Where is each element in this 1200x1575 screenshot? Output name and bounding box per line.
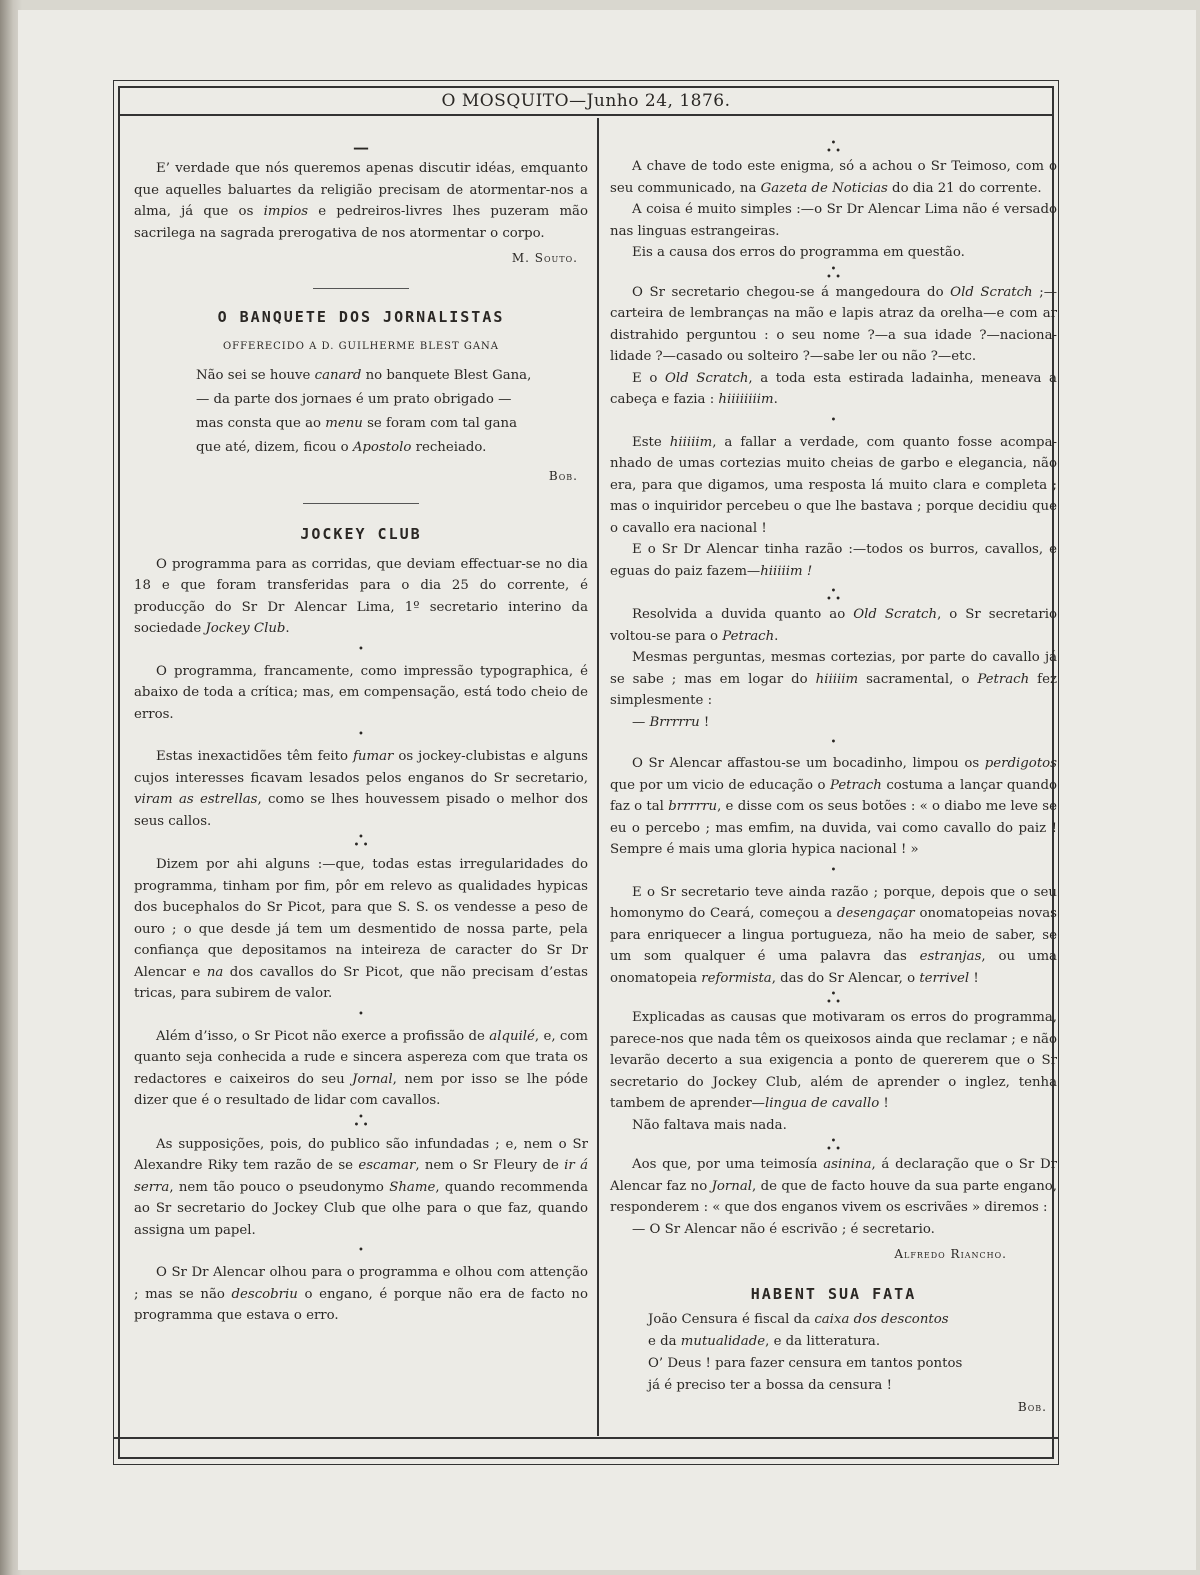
asterism: • <box>830 414 837 426</box>
banquete-subtitle: OFFERECIDO A D. GUILHERME BLEST GANA <box>222 341 500 352</box>
emphasis: Jockey Club <box>205 621 286 636</box>
emphasis: hiiiiim <box>815 671 859 687</box>
asterism: • • • <box>826 263 841 283</box>
verse-line: mas consta que ao menu se foram com tal gana <box>196 415 518 431</box>
paragraph: — Brrrrru ! <box>632 714 710 730</box>
habent-verse <box>610 1309 1057 1397</box>
paragraph: Mesmas perguntas, mesmas cortezias, por parte do cavallo já se sabe ; mas em logar do hiiiiim sacramental, o Petrach fez simplesmente : <box>610 650 1057 708</box>
emphasis: escamar <box>358 1158 416 1173</box>
emphasis: Petrach <box>829 777 882 793</box>
signature-bob: Bob. <box>548 468 578 483</box>
paragraph: O Sr Alencar affastou-se um bocadinho, limpou os perdigotos que por um vicio de educação o Petrach costuma a lançar quando faz o tal brrrrru, e disse com os seus botões : « o diabo me leve se eu o percebo ; mas emfim, na duvida, vai como cavallo do paiz ! Sempre é mais uma gloria hypica nacional ! » <box>610 756 1057 857</box>
right-column <box>610 118 1057 1419</box>
verse-line: que até, dizem, ficou o Apostolo recheiado. <box>196 439 487 455</box>
emphasis: hiiiiim ! <box>760 563 813 579</box>
verse-line: — da parte dos jornaes é um prato obrigado — <box>196 391 512 407</box>
emphasis: mutualidade <box>680 1334 766 1349</box>
banquete-verse <box>134 364 588 460</box>
paragraph: — O Sr Alencar não é escrivão ; é secretario. <box>632 1221 935 1237</box>
separator-rule <box>303 503 419 504</box>
masthead <box>118 88 1054 116</box>
emphasis: Petrach <box>977 671 1030 687</box>
paragraph: O programma, francamente, como impressão typographica, é abaixo de toda a crítica; mas, em compensação, está todo cheio de erros. <box>134 663 588 722</box>
paragraph: Resolvida a duvida quanto ao Old Scratch, o Sr secretario voltou-se para o Petrach. <box>610 607 1057 644</box>
emphasis: menu <box>325 415 363 431</box>
emphasis: estranjas <box>919 949 982 964</box>
emphasis: Jornal <box>352 1071 393 1087</box>
asterism: • <box>830 864 837 876</box>
emphasis: hiiiiiiiim <box>718 392 774 407</box>
habent-title: HABENT SUA FATA <box>750 1284 917 1303</box>
asterism: • • • <box>826 138 841 157</box>
emphasis: Old Scratch <box>664 370 749 386</box>
paragraph: A coisa é muito simples :—o Sr Dr Alencar Lima não é versado nas linguas estrangeiras. <box>610 202 1057 239</box>
asterism: • • • <box>826 989 841 1008</box>
paragraph: Dizem por ahi alguns :—que, todas estas irregularidades do programma, tinham por fim, pôr em relevo as qualidades hypicas dos bucephalos do Sr Picot, para que S. S. os vendesse a peso de ouro ; o que desde já tem um desmentido de nossa parte, pela confiança que depositamos na inteireza de caracter do Sr Dr Alencar e na dos cavallos do Sr Picot, que não precisam d’estas tricas, para subirem de valor. <box>134 857 588 1001</box>
banquete-title: O BANQUETE DOS JORNALISTAS <box>217 307 505 326</box>
asterism: • <box>358 1008 364 1020</box>
asterism: • • • <box>826 586 841 605</box>
emphasis: desengaçar <box>836 906 915 921</box>
asterism: • <box>358 1245 364 1256</box>
emphasis: Jornal <box>711 1178 753 1194</box>
paragraph: Este hiiiiim, a fallar a verdade, com quanto fosse acompanhado de umas cortezias muito cheias de garbo e elegancia, não era, para que digamos, uma resposta lá muito clara e completa ; mas o inquiridor percebeu o que lhe bastava ; porque decidiu que o cavallo era nacional ! <box>610 434 1057 536</box>
column-divider <box>597 118 599 1436</box>
paragraph: Aos que, por uma teimosía asinina, á declaração que o Sr Dr Alencar faz no Jornal, de que de facto houve da sua parte engano, responderem : « que dos enganos vivem os escrivães » diremos : <box>610 1157 1057 1215</box>
emphasis: caixa dos descontos <box>814 1312 949 1327</box>
verse-line: João Censura é fiscal da caixa dos descontos <box>648 1312 949 1327</box>
emphasis: ir á serra <box>134 1158 589 1195</box>
emphasis: lingua de cavallo <box>764 1096 880 1111</box>
emphasis: descobriu <box>231 1286 298 1302</box>
signature-riancho: Alfredo Riancho. <box>894 1247 1007 1261</box>
asterism: • • • <box>353 832 369 851</box>
emphasis: hiiiiim <box>669 434 713 450</box>
paragraph: Além d’isso, o Sr Picot não exerce a profissão de alquilé, e, com quanto seja conhecida a rude e sincera aspereza com que trata os redactores e caixeiros do seu Jornal, nem por isso se lhe póde dizer que é o resultado de lidar com cavallos. <box>134 1028 588 1108</box>
section-dash: — <box>353 138 369 157</box>
asterism: • <box>358 643 364 655</box>
jockey-title: JOCKEY CLUB <box>300 525 422 543</box>
signature-bob: Bob. <box>1017 1400 1047 1414</box>
emphasis: na <box>206 964 224 980</box>
verse-line: e da mutualidade, e da litteratura. <box>648 1334 881 1349</box>
emphasis: brrrrru <box>668 799 718 814</box>
footer-rule <box>113 1437 1059 1439</box>
paragraph: E o Old Scratch, a toda esta estirada ladainha, meneava a cabeça e fazia : hiiiiiiiim. <box>610 370 1057 407</box>
paragraph: Estas inexactidões têm feito fumar os jockey-clubistas e alguns cujos interesses ficavam lesados pelos enganos do Sr secretario, viram as estrellas, como se lhes houvessem pisado o melhor dos seus callos. <box>134 749 588 829</box>
paragraph: E o Sr secretario teve ainda razão ; porque, depois que o seu homonymo do Ceará, começou a desengaçar onomatopeias novas para enriquecer a lingua portugueza, não ha meio de saber, se um som qualquer é uma palavra das estranjas, ou uma onomatopeia reformista, das do Sr Alencar, o terrivel ! <box>610 884 1057 986</box>
asterism: • • • <box>826 1136 841 1155</box>
left-column <box>134 118 588 1327</box>
emphasis: canard <box>314 367 362 383</box>
separator-rule <box>313 288 409 289</box>
emphasis: viram as estrellas <box>134 792 258 807</box>
signature-souto: M. Souto. <box>511 251 578 265</box>
paragraph: O Sr secretario chegou-se á mangedoura do Old Scratch ;— carteira de lembranças na mão e lapis atraz da orelha—e com ar distrahido perguntou : o seu nome ?—a sua idade ?—nacionalidade ?—casado ou solteiro ?—sabe ler ou não ?—etc. <box>610 284 1057 364</box>
emphasis: reformista <box>701 970 772 986</box>
emphasis: Shame <box>389 1179 436 1195</box>
emphasis: Old Scratch <box>853 607 938 622</box>
paragraph: O programma para as corridas, que deviam effectuar-se no dia 18 e que foram transferidas para o dia 25 do corrente, é producção do Sr Dr Alencar Lima, 1º secretario interino da sociedade Jockey Club. <box>134 556 588 636</box>
paragraph: Não faltava mais nada. <box>632 1117 787 1133</box>
paragraph: Explicadas as causas que motivaram os erros do programma, parece-nos que nada têm os queixosos ainda que reclamar ; e não levarão decerto a sua exigencia a ponto de quererem que o Sr secretario do Jockey Club, além de aprender o inglez, tenha tambem de aprender—lingua de cavallo ! <box>610 1010 1057 1111</box>
asterism: • <box>358 729 364 740</box>
intro-paragraph: E’ verdade que nós queremos apenas discutir idéas, emquanto que aquelles baluartes da religião precisam de atormentar-nos a alma, já que os impios e pedreiros-livres lhes puzeram mão sacrilega na sagrada prerogativa de nos atormentar o corpo. <box>134 161 588 241</box>
emphasis: Apostolo <box>352 439 412 455</box>
paragraph: As supposições, pois, do publico são infundadas ; e, nem o Sr Alexandre Riky tem razão de se escamar, nem o Sr Fleury de ir á serra, nem tão pouco o pseudonymo Shame, quando recommenda ao Sr secretario do Jockey Club que olhe para o que faz, quando assigna um papel. <box>134 1136 589 1238</box>
verse-line: O’ Deus ! para fazer censura em tantos pontos <box>648 1356 963 1371</box>
masthead-title: O MOSQUITO—Junho 24, 1876. <box>441 91 731 111</box>
emphasis: Brrrrru <box>649 714 700 730</box>
paragraph: Eis a causa dos erros do programma em questão. <box>632 245 965 260</box>
emphasis: impios <box>263 204 309 219</box>
emphasis: asinina <box>823 1157 872 1172</box>
verse-line: Não sei se houve canard no banquete Blest Gana, <box>196 367 532 383</box>
emphasis: Gazeta de Noticias <box>760 180 888 196</box>
emphasis: Petrach <box>722 628 775 644</box>
emphasis: Old Scratch <box>950 284 1033 300</box>
paragraph: O Sr Dr Alencar olhou para o programma e olhou com attenção ; mas se não descobriu o engano, é porque não era de facto no programma que estava o erro. <box>134 1265 588 1323</box>
emphasis: fumar <box>353 749 394 764</box>
emphasis: perdigotos <box>984 756 1057 771</box>
emphasis: terrivel <box>919 970 970 986</box>
asterism: • <box>830 737 837 748</box>
paragraph: A chave de todo este enigma, só a achou o Sr Teimoso, com o seu communicado, na Gazeta de Noticias do dia 21 do corrente. <box>610 159 1057 196</box>
asterism: • • • <box>353 1111 369 1131</box>
paragraph: E o Sr Dr Alencar tinha razão :—todos os burros, cavallos, e eguas do paiz fazem—hiiiiim ! <box>610 542 1057 579</box>
verse-line: já é preciso ter a bossa da censura ! <box>648 1378 892 1393</box>
emphasis: alquilé <box>489 1028 535 1044</box>
